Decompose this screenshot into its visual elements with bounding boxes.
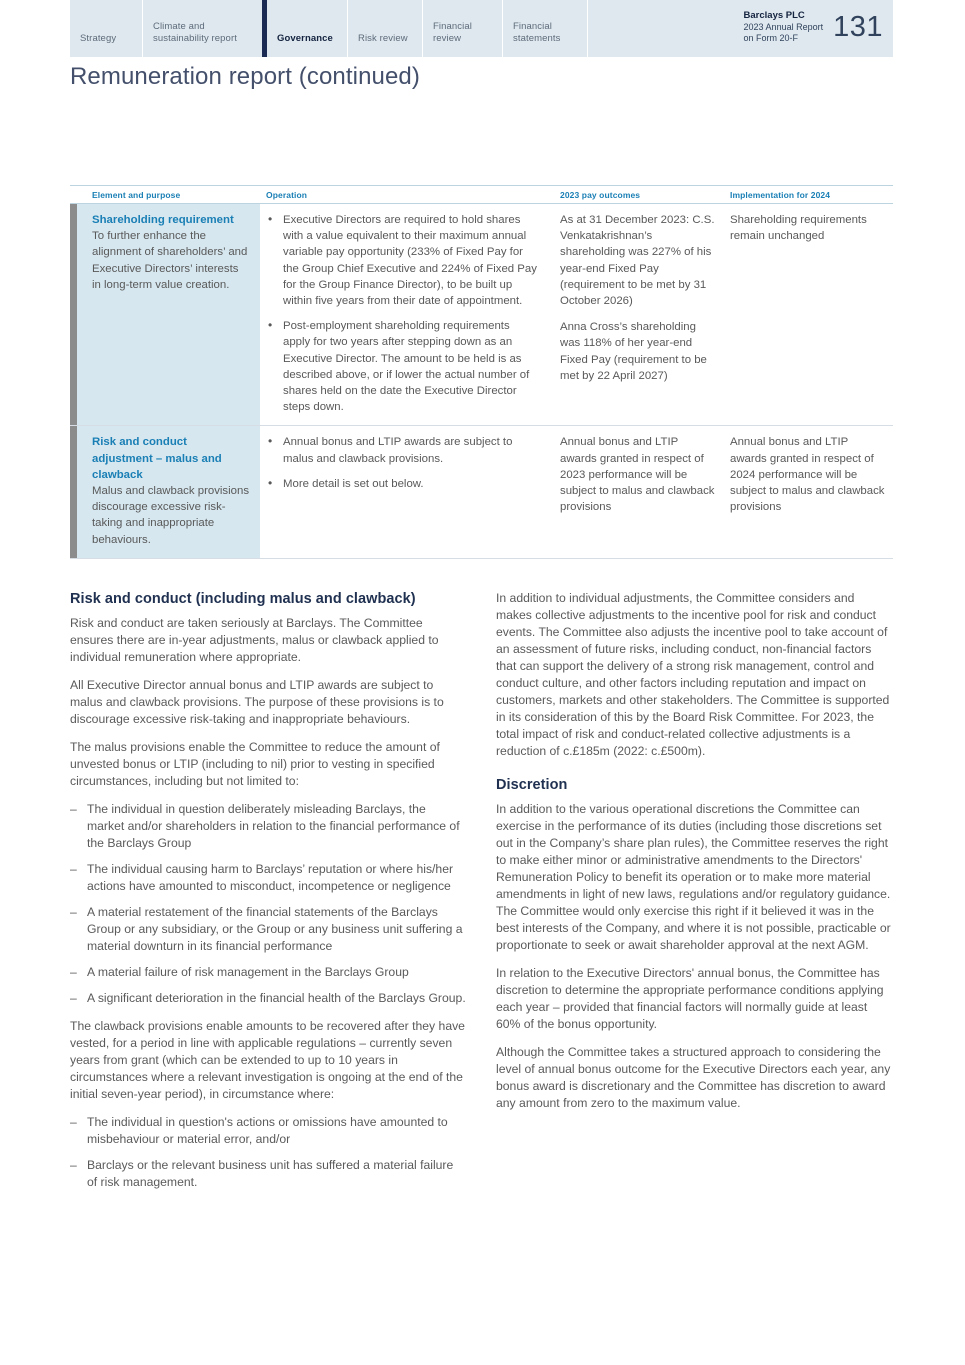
table-cell-2023-pay-outcomes: [553, 426, 723, 557]
list-item: – Barclays or the relevant business unit has suffered a material failure of risk management.: [70, 1157, 466, 1191]
nav-tab-label: Financial review: [433, 21, 472, 44]
paragraph: In addition to individual adjustments, the Committee considers and makes collective adjustments to the incentive pool for risk and conduct events. The Committee also adjusts the incentive pool to take account of an assessment of future risks, including conduct, non-financial factors that can support the delivery of a strong risk management, control and conduct culture, and other factors including reputation and impact on customers, markets and other stakeholders. The Committee is supported in its consideration of this by the Board Risk Committee. For 2023, the total impact of risk and conduct-related collective adjustments is a reduction of c.£185m (2022: c.£500m).: [496, 591, 890, 758]
implementation-paragraph: Shareholding requirements remain unchanged: [730, 214, 867, 243]
table-header-operation: Operation: [266, 190, 308, 200]
clawback-circumstances-list: [70, 1114, 466, 1191]
nav-tab-label: Financial statements: [513, 21, 561, 44]
page-header-nav: [70, 0, 893, 57]
list-item: – The individual causing harm to Barclays’ reputation or where his/her actions have amounted to misconduct, incompetence or negligence: [70, 861, 466, 895]
list-item: – A material failure of risk management in the Barclays Group: [70, 964, 466, 981]
nav-tab-label: Climate and sustainability report: [153, 21, 237, 44]
row-title: Risk and conduct adjustment – malus and clawback: [92, 436, 222, 481]
table-header-row: [70, 185, 893, 204]
table-cell-implementation-for-2024: [723, 426, 893, 557]
nav-tab-label: Strategy: [80, 33, 117, 44]
table-header-2023-pay-outcomes: 2023 pay outcomes: [560, 190, 641, 200]
remuneration-policy-table: [70, 185, 893, 559]
paragraph: In addition to the various operational discretions the Committee can exercise in the performance of its duties (including those discretions set out in the Company’s share plan rules), the Committee reserves the right to make either minor or administrative amendments to the Directors' Remuneration Policy to benefit its operation or to make more material amendments in light of new laws, regulations and/or regulatory guidance. The Committee would only exercise this right if it believed it was in the best interests of the Company, and where it is not possible, practicable or proportionate to seek or await shareholder approval at the next AGM.: [496, 802, 891, 952]
paragraph: Risk and conduct are taken seriously at Barclays. The Committee ensures there are in-year adjustments, malus or clawback applied to individual remuneration where appropriate.: [70, 616, 439, 664]
table-cell-operation: [260, 204, 553, 425]
outcome-paragraph: Annual bonus and LTIP awards granted in respect of 2023 performance will be subject to malus and clawback provisions: [560, 436, 715, 514]
section-title-discretion: Discretion: [496, 777, 568, 793]
nav-tab-governance[interactable]: [262, 0, 347, 57]
paragraph: Although the Committee takes a structured approach to considering the level of annual bonus outcome for the Executive Directors each year, any bonus award is discretionary and the Committee has discretion to award any amount from zero to the maximum value.: [496, 1045, 891, 1110]
list-item: • Annual bonus and LTIP awards are subject to malus and clawback provisions.: [266, 434, 539, 466]
nav-tab-financial-statements[interactable]: [502, 0, 587, 57]
operation-bullet-list: [266, 434, 539, 492]
nav-tab-label: Governance: [277, 33, 333, 44]
implementation-paragraph: Annual bonus and LTIP awards granted in respect of 2024 performance will be subject to malus and clawback provisions: [730, 436, 885, 514]
table-cell-2023-pay-outcomes: [553, 204, 723, 425]
table-row: [70, 204, 893, 426]
brand-report-line-2: on Form 20-F: [743, 33, 799, 43]
nav-tab-label: Risk review: [358, 33, 408, 44]
outcome-paragraph: As at 31 December 2023: C.S. Venkatakrishnan’s shareholding was 227% of his year-end Fixed Pay (requirement to be met by 31 October 2026): [560, 214, 715, 308]
list-item: – A material restatement of the financial statements of the Barclays Group or any subsidiary, or the Group or any business unit suffering a material downturn in its financial performance: [70, 904, 466, 955]
table-cell-element-and-purpose: [70, 426, 260, 557]
body-column-left: [70, 590, 466, 1202]
brand-block: [744, 0, 893, 57]
list-item: • Post-employment shareholding requirements apply for two years after stepping down as an Executive Director. The amount to be held is as described above, or if lower the actual number of shares held on the date the Executive Director steps down.: [266, 318, 539, 415]
paragraph: The malus provisions enable the Committee to reduce the amount of unvested bonus or LTIP (including to nil) prior to vesting in specified circumstances, including but not limited to:: [70, 740, 440, 788]
body-column-right: [496, 590, 892, 1202]
operation-bullet-list: [266, 212, 539, 415]
table-cell-operation: [260, 426, 553, 557]
nav-tab-strategy[interactable]: [70, 0, 142, 57]
table-row: [70, 426, 893, 558]
table-header-element-and-purpose: Element and purpose: [92, 190, 181, 200]
page-number: 131: [833, 11, 883, 43]
table-cell-implementation-for-2024: [723, 204, 893, 425]
page-title: Remuneration report (continued): [70, 63, 420, 90]
list-item: • Executive Directors are required to hold shares with a value equivalent to their maximum annual variable pay opportunity (233% of Fixed Pay for the Group Chief Executive and 224% of Fixed Pay for the Group Finance Director), to be built up within five years from their date of appointment.: [266, 212, 539, 309]
table-header-implementation-for-2024: Implementation for 2024: [730, 190, 831, 200]
brand-text: [744, 10, 824, 45]
brand-name: Barclays PLC: [743, 10, 805, 21]
row-purpose: To further enhance the alignment of shareholders’ and Executive Directors’ interests in long-term value creation.: [92, 230, 248, 291]
nav-tab-financial-review[interactable]: [422, 0, 502, 57]
list-item: – A significant deterioration in the financial health of the Barclays Group.: [70, 990, 466, 1007]
list-item: • More detail is set out below.: [266, 476, 539, 492]
list-item: – The individual in question's actions or omissions have amounted to misbehaviour or material error, and/or: [70, 1114, 466, 1148]
outcome-paragraph: Anna Cross’s shareholding was 118% of her year-end Fixed Pay (requirement to be met by 22 April 2027): [560, 321, 707, 382]
list-item: – The individual in question deliberately misleading Barclays, the market and/or shareholders in relation to the financial performance of the Barclays Group: [70, 801, 466, 852]
nav-tab-risk-review[interactable]: [347, 0, 422, 57]
table-cell-element-and-purpose: [70, 204, 260, 425]
brand-report-line-1: 2023 Annual Report: [743, 21, 824, 32]
row-title: Shareholding requirement: [92, 214, 234, 226]
body-two-column-layout: [70, 590, 893, 1202]
row-purpose: Malus and clawback provisions discourage excessive risk-taking and inappropriate behaviours.: [92, 485, 250, 546]
paragraph: All Executive Director annual bonus and LTIP awards are subject to malus and clawback provisions. The purpose of these provisions is to discourage excessive risk-taking and inappropriate behaviours.: [70, 678, 444, 726]
paragraph: In relation to the Executive Directors' annual bonus, the Committee has discretion to determine the appropriate performance conditions applying each year – provided that financial factors will normally guide at least 60% of the bonus opportunity.: [496, 966, 884, 1031]
malus-circumstances-list: [70, 801, 466, 1007]
nav-tab-climate-and-sustainability-report[interactable]: [142, 0, 262, 57]
nav-spacer: [587, 0, 744, 57]
section-title-risk-and-conduct: Risk and conduct (including malus and clawback): [70, 591, 416, 607]
paragraph: The clawback provisions enable amounts to be recovered after they have vested, for a period in line with applicable regulations – currently seven years from grant (which can be extended to up to 10 years in circumstances where a relevant investigation is ongoing at the end of the initial seven-year period), in circumstance where:: [70, 1019, 465, 1101]
